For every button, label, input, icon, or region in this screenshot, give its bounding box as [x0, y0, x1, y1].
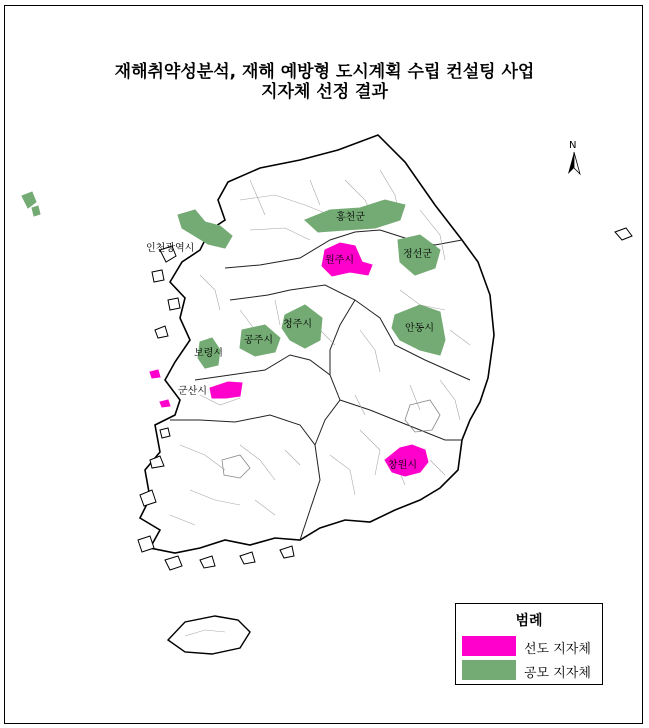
legend [455, 603, 603, 685]
label-wonju: 원주시 [325, 255, 354, 266]
label-cheongju: 청주시 [283, 319, 312, 330]
label-boryeong: 보령시 [194, 348, 223, 359]
label-jeongseon: 정선군 [403, 249, 432, 260]
north-arrow [562, 138, 586, 178]
legend-item-pilot [462, 636, 602, 658]
map-title-line2: 지자체 선정 결과 [261, 82, 388, 102]
label-andong: 안동시 [405, 323, 434, 334]
island-green [32, 206, 40, 216]
jeju-island [168, 616, 250, 654]
legend-swatch-contest [462, 660, 516, 680]
island-green [22, 192, 36, 208]
legend-label-contest: 공모 지자체 [524, 666, 591, 681]
label-incheon: 인천광역시 [146, 243, 195, 254]
map-title-line1: 재해취약성분석, 재해 예방형 도시계획 수립 컨설팅 사업 [114, 62, 535, 82]
legend-item-contest [462, 660, 602, 682]
legend-title: 범례 [515, 613, 543, 629]
island-magenta [150, 370, 160, 378]
legend-swatch-pilot [462, 636, 516, 656]
island-magenta [160, 400, 170, 407]
label-gongju: 공주시 [244, 335, 273, 346]
legend-label-pilot: 선도 지자체 [524, 642, 591, 657]
label-changwon: 창원시 [388, 460, 417, 471]
label-gunsan: 군산시 [178, 386, 207, 397]
north-label: N [569, 140, 577, 151]
label-hongcheon: 홍천군 [336, 212, 365, 223]
